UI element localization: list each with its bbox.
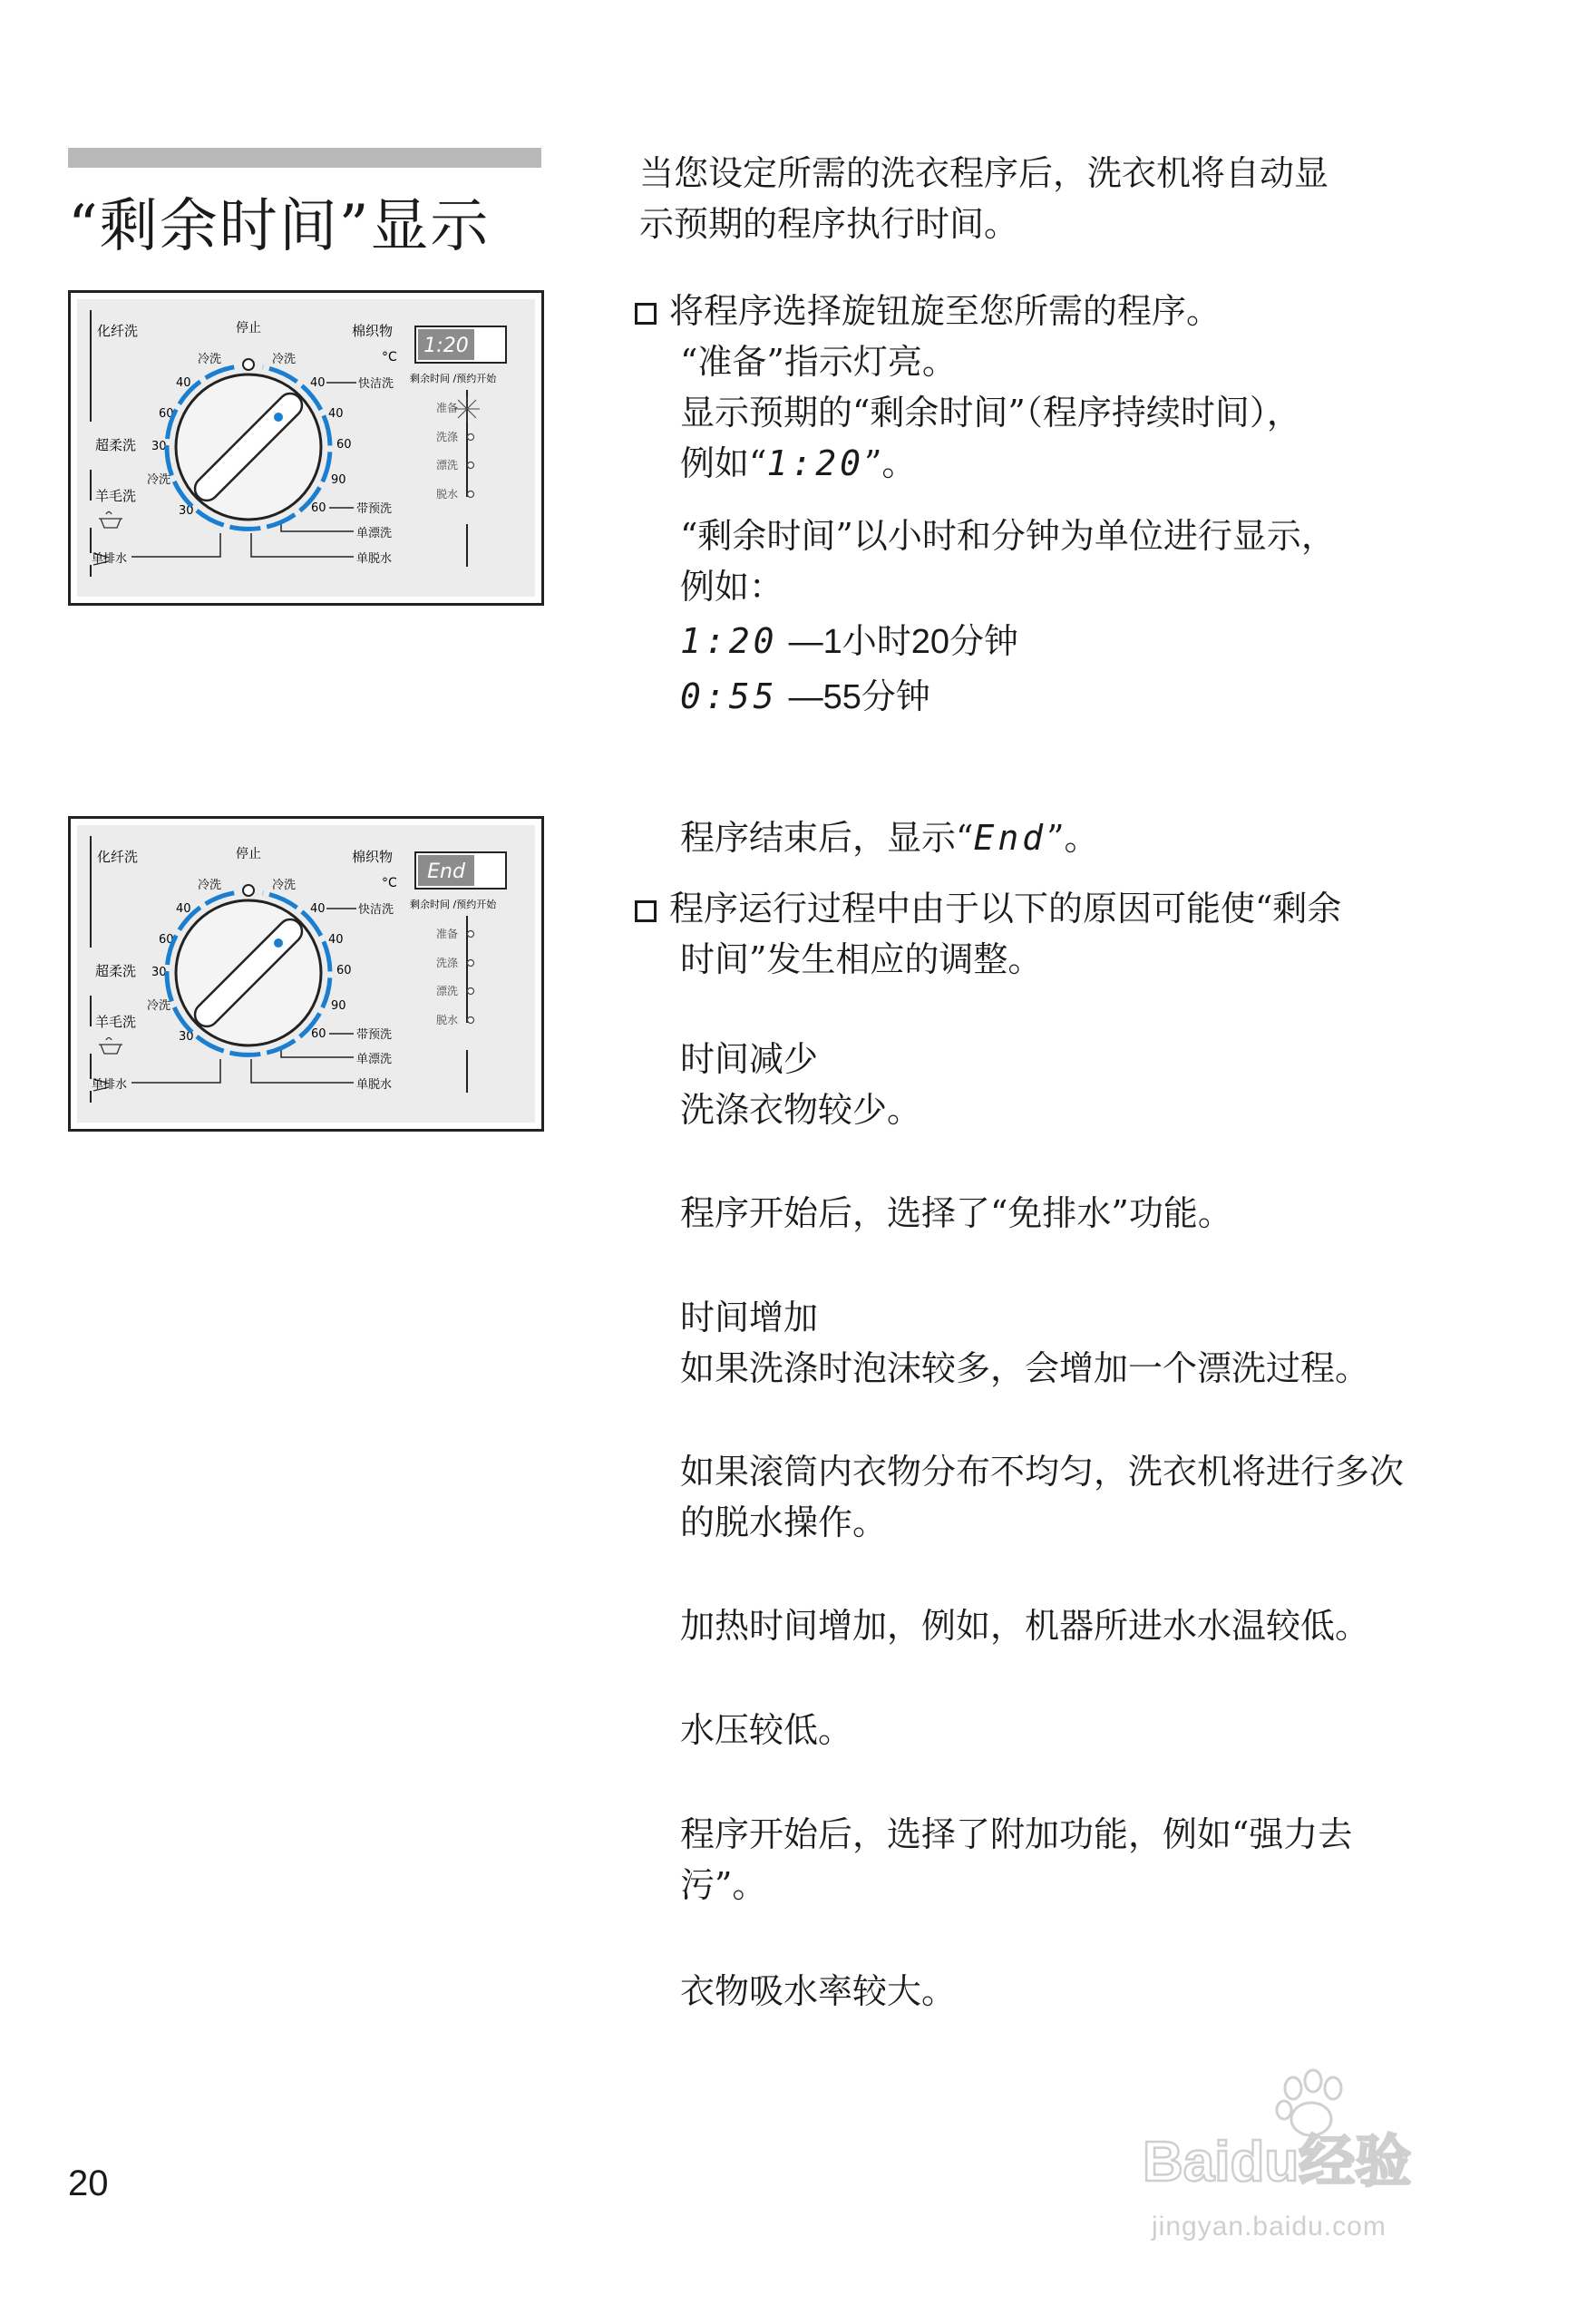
seven-segment-text: 1:20	[766, 443, 864, 483]
label-temp-60-bottom: 60	[311, 1027, 326, 1041]
label-wool: 羊毛洗	[95, 488, 137, 504]
label-temp-60-left: 60	[159, 407, 174, 421]
label-temp-40-right2: 40	[328, 407, 344, 421]
list-item: 程序开始后，选择了“免排水”功能。	[680, 1193, 1232, 1233]
label-cold-right: 冷洗	[272, 879, 297, 892]
label-temp-40-right: 40	[310, 376, 326, 390]
text-line: “准备”指示灯亮。	[680, 342, 957, 382]
text-line: “剩余时间”以小时和分钟为单位进行显示，	[680, 516, 1336, 556]
time-decrease-block	[680, 1034, 921, 1135]
label-remaining-start: 剩余时间 /预约开始	[410, 899, 497, 910]
label-delicate: 超柔洗	[95, 437, 137, 453]
label-quick-wash: 快洁洗	[358, 377, 394, 391]
label-ready: 准备	[436, 402, 459, 414]
label-rinse-only: 单漂洗	[356, 1053, 393, 1066]
step-1-format-note	[680, 510, 1336, 723]
seven-segment-text: 1:20	[680, 621, 778, 661]
label-synthetic: 化纤洗	[97, 849, 139, 865]
text-line: 显示预期的“剩余时间”（程序持续时间），	[680, 393, 1301, 433]
list-item: 如果滚筒内衣物分布不均匀，洗衣机将进行多次 的脱水操作。	[680, 1452, 1405, 1542]
label-drain-only: 单排水	[92, 1078, 128, 1092]
label-remaining-start: 剩余时间 /预约开始	[410, 373, 497, 384]
label-cold-right: 冷洗	[272, 353, 297, 366]
remaining-time-display	[415, 326, 506, 363]
label-stop: 停止	[236, 847, 261, 861]
paw-icon	[1277, 2070, 1341, 2135]
label-drain-only: 单排水	[92, 552, 128, 566]
baidu-watermark-logo	[1115, 2054, 1514, 2262]
list-item: 加热时间增加，例如，机器所进水水温较低。	[680, 1606, 1370, 1646]
text-line: 时间”发生相应的调整。	[680, 939, 1043, 979]
seven-segment-text: End	[973, 818, 1047, 858]
step-2-line	[635, 883, 1341, 934]
label-wash-stage: 洗涤	[436, 431, 459, 443]
label-rinse-only: 单漂洗	[356, 527, 393, 540]
checkbox-bullet-icon	[635, 303, 657, 325]
label-stop: 停止	[236, 321, 261, 335]
control-panel-illustration-1	[68, 290, 544, 606]
end-note: 程序结束后，显示“End”。	[680, 818, 1099, 858]
section-heading: 时间减少	[680, 1039, 819, 1079]
label-cold-left: 冷洗	[198, 879, 222, 892]
display-readout: End	[427, 860, 465, 883]
control-panel-illustration-2	[68, 816, 544, 1132]
label-spin-only: 单脱水	[356, 1078, 393, 1092]
label-deg-c: °C	[382, 876, 397, 890]
list-item: 水压较低。	[680, 1710, 853, 1750]
section-divider-bar	[68, 148, 541, 168]
label-wash-stage: 洗涤	[436, 957, 459, 969]
label-temp-90: 90	[331, 473, 346, 487]
label-delicate: 超柔洗	[95, 963, 137, 979]
page-number: 20	[68, 2163, 109, 2203]
label-temp-40-right2: 40	[328, 933, 344, 947]
label-ready: 准备	[436, 928, 459, 940]
label-spin-stage: 脱水	[436, 488, 459, 501]
text-line: 0:55 —55分钟	[680, 676, 930, 716]
label-temp-90: 90	[331, 999, 346, 1013]
list-item: 洗涤衣物较少。	[680, 1090, 922, 1130]
label-wool: 羊毛洗	[95, 1014, 137, 1030]
label-rinse-stage: 漂洗	[436, 459, 459, 472]
display-readout: 1:20	[423, 335, 469, 357]
page-title: “剩余时间”显示	[68, 193, 491, 260]
list-item: 衣物吸水率较大。	[680, 1971, 957, 2011]
list-item: 如果洗涤时泡沫较多，会增加一个漂洗过程。	[680, 1348, 1370, 1388]
checkbox-bullet-icon	[635, 900, 657, 922]
label-quick-wash: 快洁洗	[358, 903, 394, 917]
program-selector-knob[interactable]	[176, 374, 321, 520]
label-synthetic: 化纤洗	[97, 323, 139, 339]
step-1-details	[680, 336, 1301, 489]
seven-segment-text: 0:55	[680, 676, 778, 716]
label-cold-wool: 冷洗	[147, 999, 171, 1013]
list-item: 程序开始后，选择了附加功能，例如“强力去 污”。	[680, 1814, 1353, 1905]
label-temp-60-right: 60	[336, 438, 352, 452]
label-temp-30-left: 30	[151, 440, 167, 453]
step-1-text: 将程序选择旋钮旋至您所需的程序。	[669, 291, 1221, 331]
text-line: 例如“1:20”。	[680, 443, 917, 483]
intro-line: 示预期的程序执行时间。	[639, 204, 1019, 244]
label-spin-only: 单脱水	[356, 552, 393, 566]
text-line: 1:20 —1小时20分钟	[680, 621, 1019, 661]
label-cotton: 棉织物	[352, 849, 394, 865]
intro-line: 当您设定所需的洗衣程序后，洗衣机将自动显	[639, 153, 1329, 193]
ready-indicator-blinking-icon	[454, 396, 480, 422]
label-rinse-stage: 漂洗	[436, 985, 459, 997]
label-temp-40-left: 40	[176, 376, 191, 390]
label-spin-stage: 脱水	[436, 1014, 459, 1026]
label-temp-30-left: 30	[151, 966, 167, 979]
label-cold-wool: 冷洗	[147, 473, 171, 487]
label-prewash: 带预洗	[356, 1028, 393, 1042]
label-cold-left: 冷洗	[198, 353, 222, 366]
label-temp-40-left: 40	[176, 902, 191, 916]
program-selector-knob[interactable]	[176, 900, 321, 1045]
label-cotton: 棉织物	[352, 323, 394, 339]
intro-paragraph	[639, 148, 1328, 249]
label-temp-30-wool: 30	[179, 504, 194, 518]
label-temp-60-left: 60	[159, 933, 174, 947]
label-deg-c: °C	[382, 350, 397, 365]
step-1-line	[635, 286, 1221, 336]
time-increase-block	[680, 1292, 1369, 1394]
label-prewash: 带预洗	[356, 502, 393, 516]
label-temp-40-right: 40	[310, 902, 326, 916]
label-temp-30-wool: 30	[179, 1030, 194, 1044]
label-temp-60-right: 60	[336, 964, 352, 977]
text-line: 例如：	[680, 567, 784, 607]
section-heading: 时间增加	[680, 1298, 819, 1337]
step-2-text: 程序运行过程中由于以下的原因可能使“剩余	[669, 889, 1342, 929]
watermark-url: jingyan.baidu.com	[1152, 2212, 1387, 2241]
label-temp-60-bottom: 60	[311, 501, 326, 515]
remaining-time-display	[415, 852, 506, 889]
watermark-brand: Baidu经验	[1143, 2131, 1412, 2193]
